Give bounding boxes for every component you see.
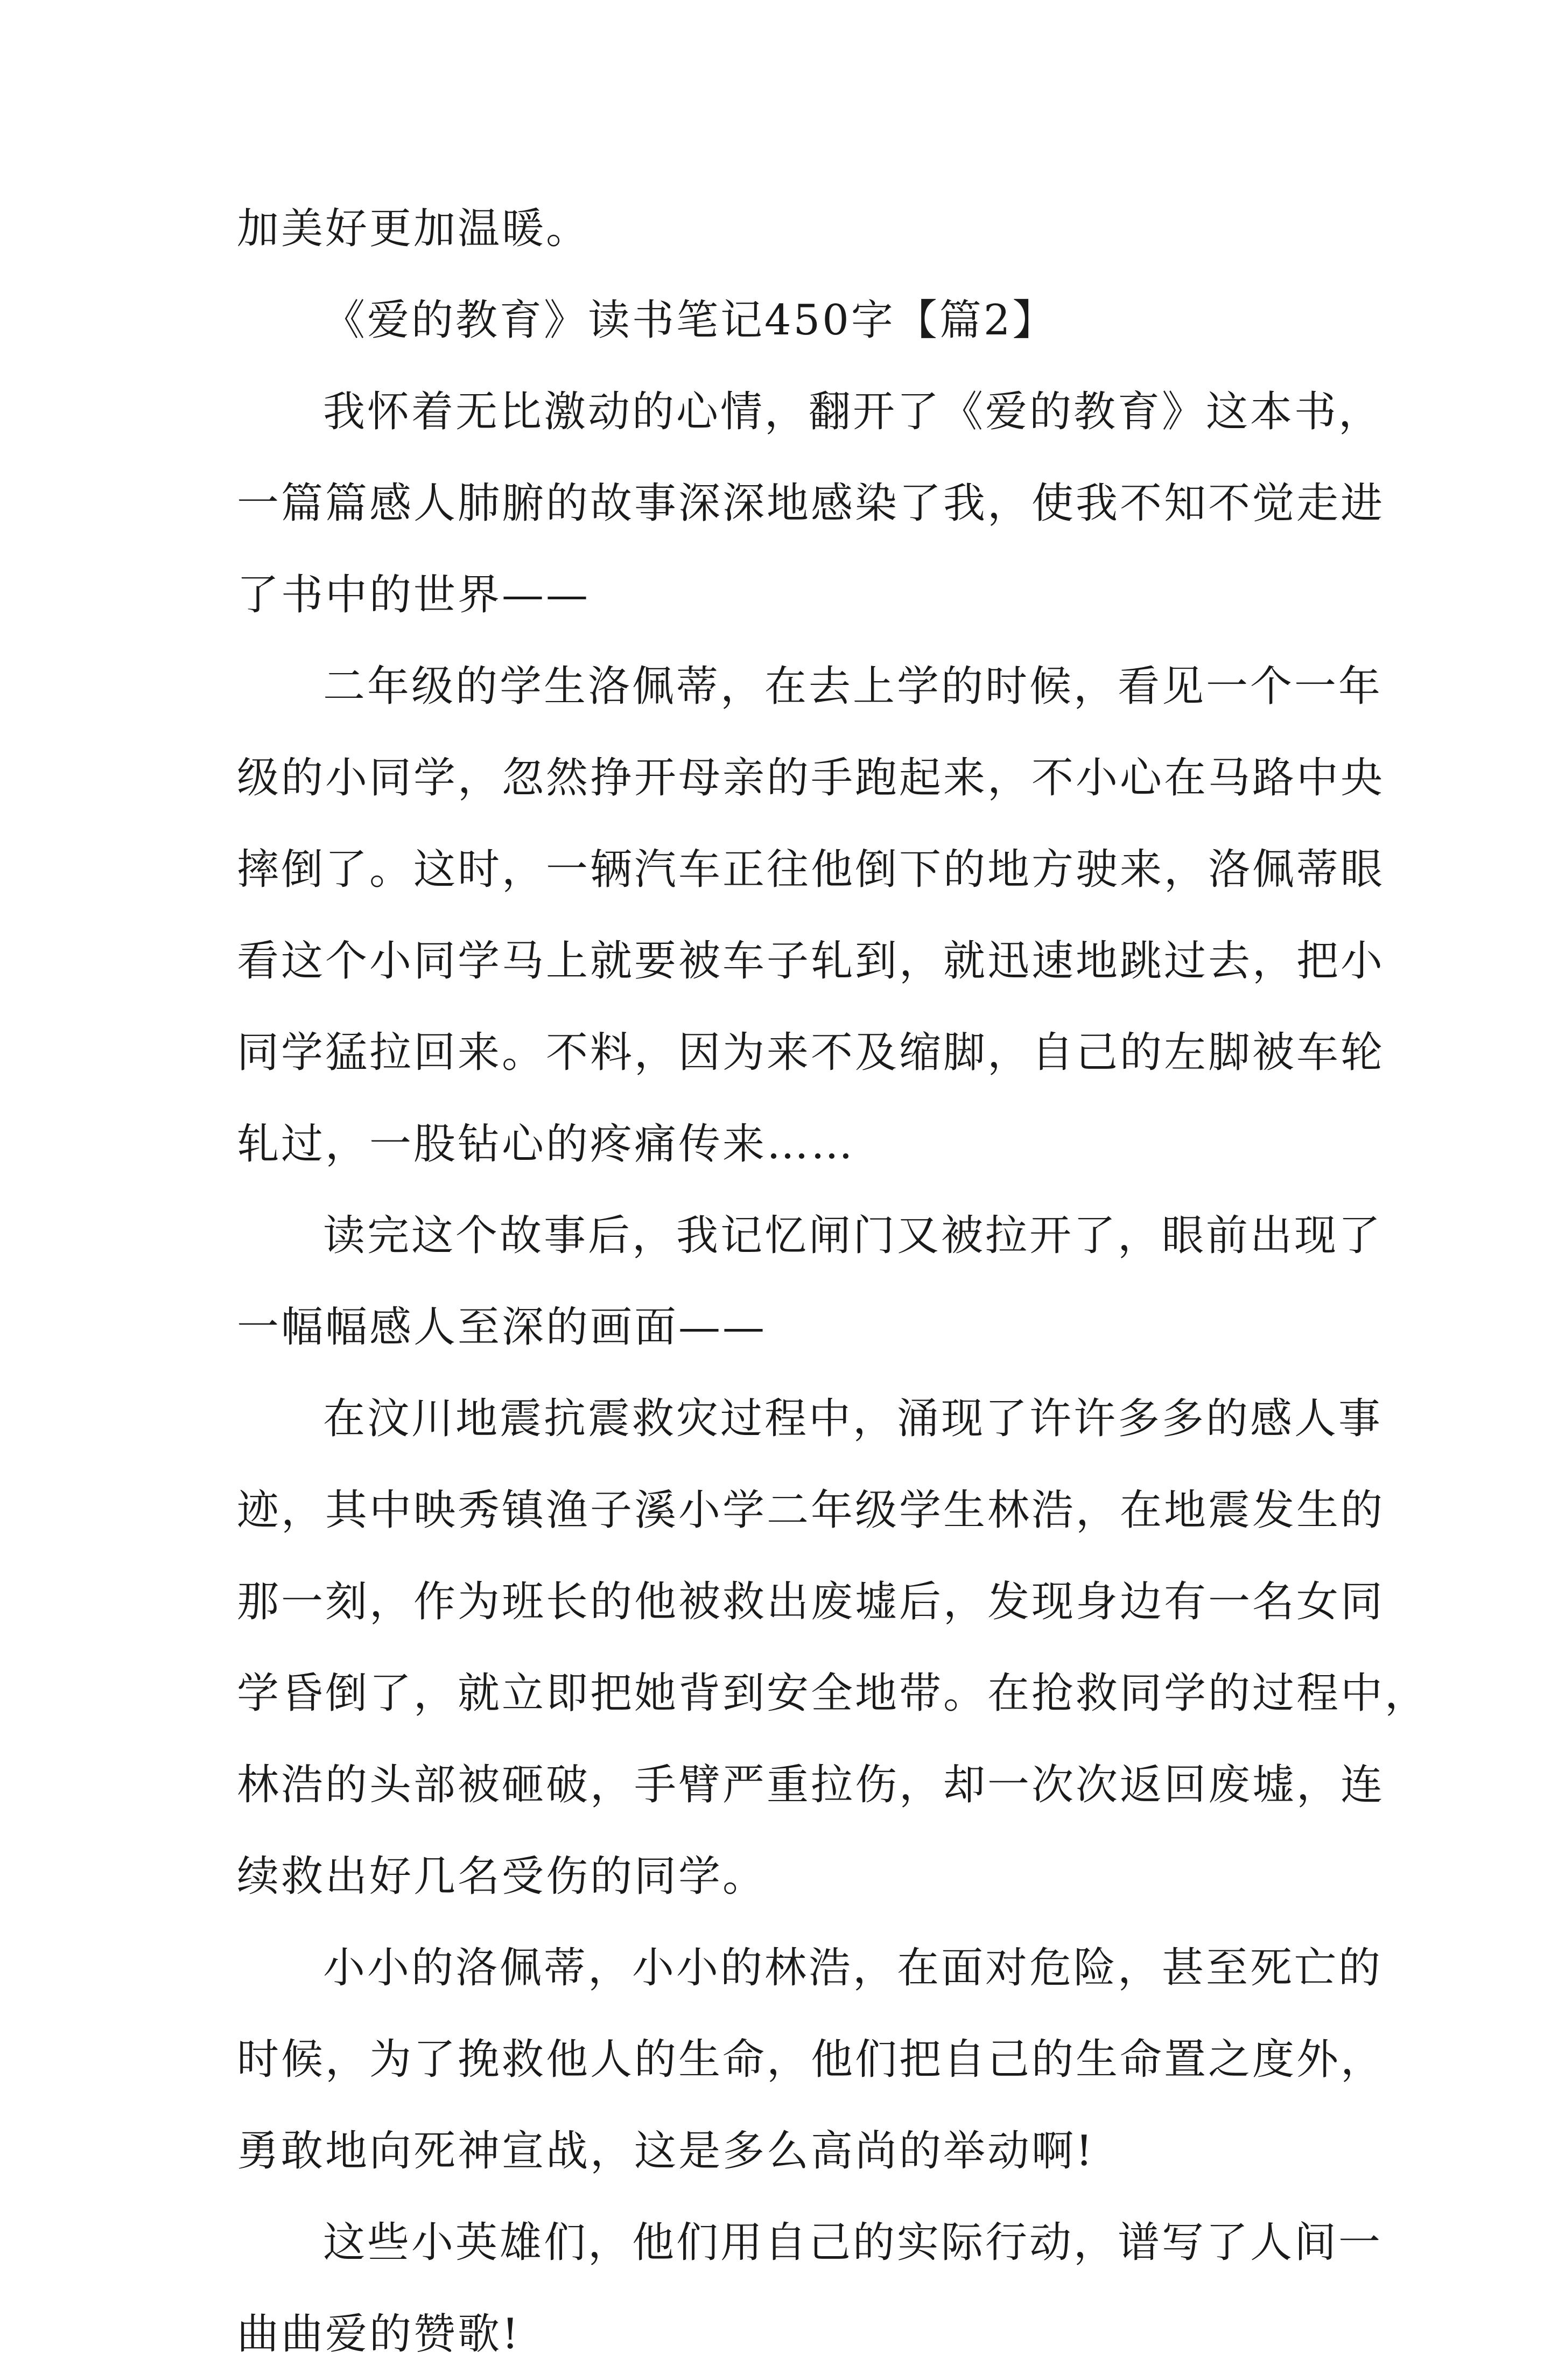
section-heading: 《爱的教育》读书笔记450字【篇2】 [323, 296, 1057, 345]
document-body [237, 183, 1429, 2380]
text-line: 林浩的头部被砸破，手臂严重拉伤，却一次次返回废墟，连 [237, 1761, 1385, 1809]
text-line: 轧过，一股钻心的疼痛传来…… [237, 1120, 855, 1168]
text-line: 级的小同学，忽然挣开母亲的手跑起来，不小心在马路中央 [237, 754, 1385, 802]
text-line: 迹，其中映秀镇渔子溪小学二年级学生林浩，在地震发生的 [237, 1486, 1385, 1535]
text-line: 那一刻，作为班长的他被救出废墟后，发现身边有一名女同 [237, 1578, 1385, 1626]
text-line: 读完这个故事后，我记忆闸门又被拉开了，眼前出现了 [323, 1212, 1383, 1260]
text-line: 在汶川地震抗震救灾过程中，涌现了许许多多的感人事 [323, 1395, 1383, 1443]
text-line: 勇敢地向死神宣战，这是多么高尚的举动啊! [237, 2127, 1095, 2175]
text-line: 摔倒了。这时，一辆汽车正往他倒下的地方驶来，洛佩蒂眼 [237, 845, 1385, 894]
text-line: 学昏倒了，就立即把她背到安全地带。在抢救同学的过程中， [237, 1669, 1429, 1718]
text-line: 这些小英雄们，他们用自己的实际行动，谱写了人间一 [323, 2218, 1383, 2267]
text-line: 时候，为了挽救他人的生命，他们把自己的生命置之度外， [237, 2035, 1385, 2084]
text-line: 我怀着无比激动的心情，翻开了《爱的教育》这本书， [323, 388, 1383, 436]
text-line: 看这个小同学马上就要被车子轧到，就迅速地跳过去，把小 [237, 937, 1385, 985]
text-line: 一篇篇感人肺腑的故事深深地感染了我，使我不知不觉走进 [237, 479, 1385, 528]
text-line: 小小的洛佩蒂，小小的林浩，在面对危险，甚至死亡的 [323, 1944, 1383, 1992]
text-line: 加美好更加温暖。 [237, 205, 591, 253]
text-line: 曲曲爱的赞歌! [237, 2310, 521, 2358]
text-line: 了书中的世界—— [237, 571, 591, 619]
text-line: 续救出好几名受伤的同学。 [237, 1852, 767, 1901]
text-line: 二年级的学生洛佩蒂，在去上学的时候，看见一个一年 [323, 662, 1383, 711]
text-line: 一幅幅感人至深的画面—— [237, 1303, 767, 1352]
text-line: 同学猛拉回来。不料，因为来不及缩脚，自己的左脚被车轮 [237, 1028, 1385, 1077]
